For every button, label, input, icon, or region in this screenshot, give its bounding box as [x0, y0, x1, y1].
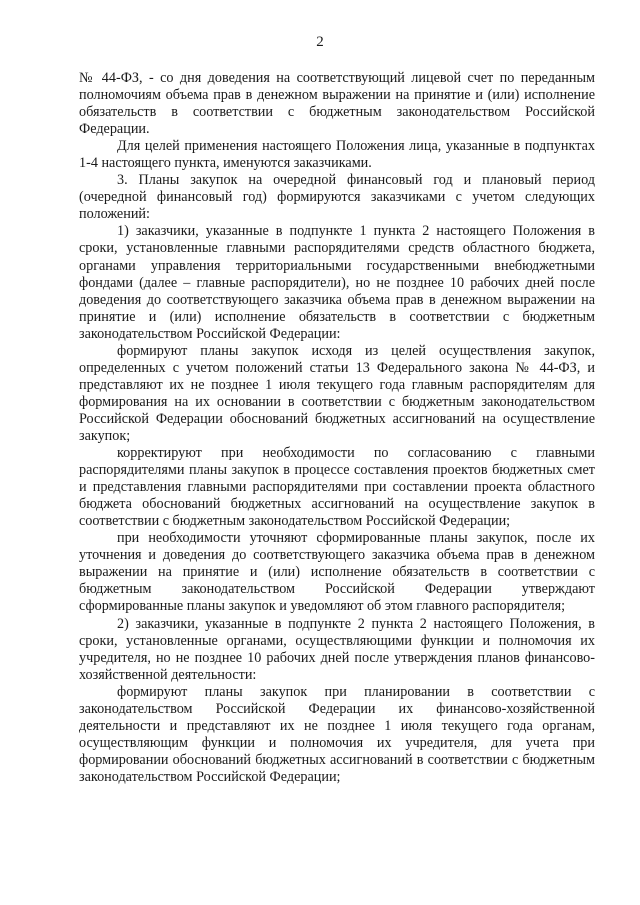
paragraph-form-plans-2: формируют планы закупок при планировании в соответствии с законодательством Российской Федерации их финансово-хозяйственной деятельности и представляют их не позднее 1 июля текущего года органам, осуществляющим функции и полномочия их учредителя, для учета при формировании обоснований бюджетных ассигнований в соответствии с бюджетным законодательством Российской Федерации;	[79, 683, 595, 785]
paragraph-form-plans: формируют планы закупок исходя из целей осуществления закупок, определенных с учетом положений статьи 13 Федерального закона № 44-ФЗ, и представляют их не позднее 1 июля текущего года главным распорядителям для формирования на их основании в соответствии с бюджетным законодательством Российской Федерации обоснований бюджетных ассигнований на осуществление закупок;	[79, 342, 595, 444]
paragraph-subitem-1: 1) заказчики, указанные в подпункте 1 пункта 2 настоящего Положения в сроки, установленные главными распорядителями средств областного бюджета, органами управления территориальными государственными внебюджетными фондами (далее – главные распорядители), но не позднее 10 рабочих дней после доведения до соответствующего заказчика объема прав в денежном выражении на принятие и (или) исполнение обязательств в соответствии с бюджетным законодательством Российской Федерации:	[79, 223, 595, 342]
document-body	[79, 70, 595, 786]
paragraph-subitem-2: 2) заказчики, указанные в подпункте 2 пункта 2 настоящего Положения, в сроки, установленные органами, осуществляющими функции и полномочия их учредителя, но не позднее 10 рабочих дней после утверждения планов финансово-хозяйственной деятельности:	[79, 615, 595, 683]
paragraph-item-3: 3. Планы закупок на очередной финансовый год и плановый период (очередной финансовый год) формируются заказчиками с учетом следующих положений:	[79, 172, 595, 223]
page-number: 2	[316, 34, 324, 50]
paragraph-refine-plans: при необходимости уточняют сформированные планы закупок, после их уточнения и доведения до соответствующего заказчика объема прав в денежном выражении на принятие и (или) исполнение обязательств в соответствии с бюджетным законодательством Российской Федерации утверждают сформированные планы закупок и уведомляют об этом главного распорядителя;	[79, 530, 595, 615]
paragraph-customers-definition: Для целей применения настоящего Положения лица, указанные в подпунктах 1-4 настоящего пункта, именуются заказчиками.	[79, 138, 595, 172]
paragraph-continuation: № 44-ФЗ, - со дня доведения на соответствующий лицевой счет по переданным полномочиям объема прав в денежном выражении на принятие и (или) исполнение обязательств в соответствии с бюджетным законодательством Российской Федерации.	[79, 70, 595, 138]
paragraph-correct-plans: корректируют при необходимости по согласованию с главными распорядителями планы закупок в процессе составления проектов бюджетных смет и представления главными распорядителями при составлении проекта областного бюджета обоснований бюджетных ассигнований на осуществление закупок в соответствии с бюджетным законодательством Российской Федерации;	[79, 445, 595, 530]
